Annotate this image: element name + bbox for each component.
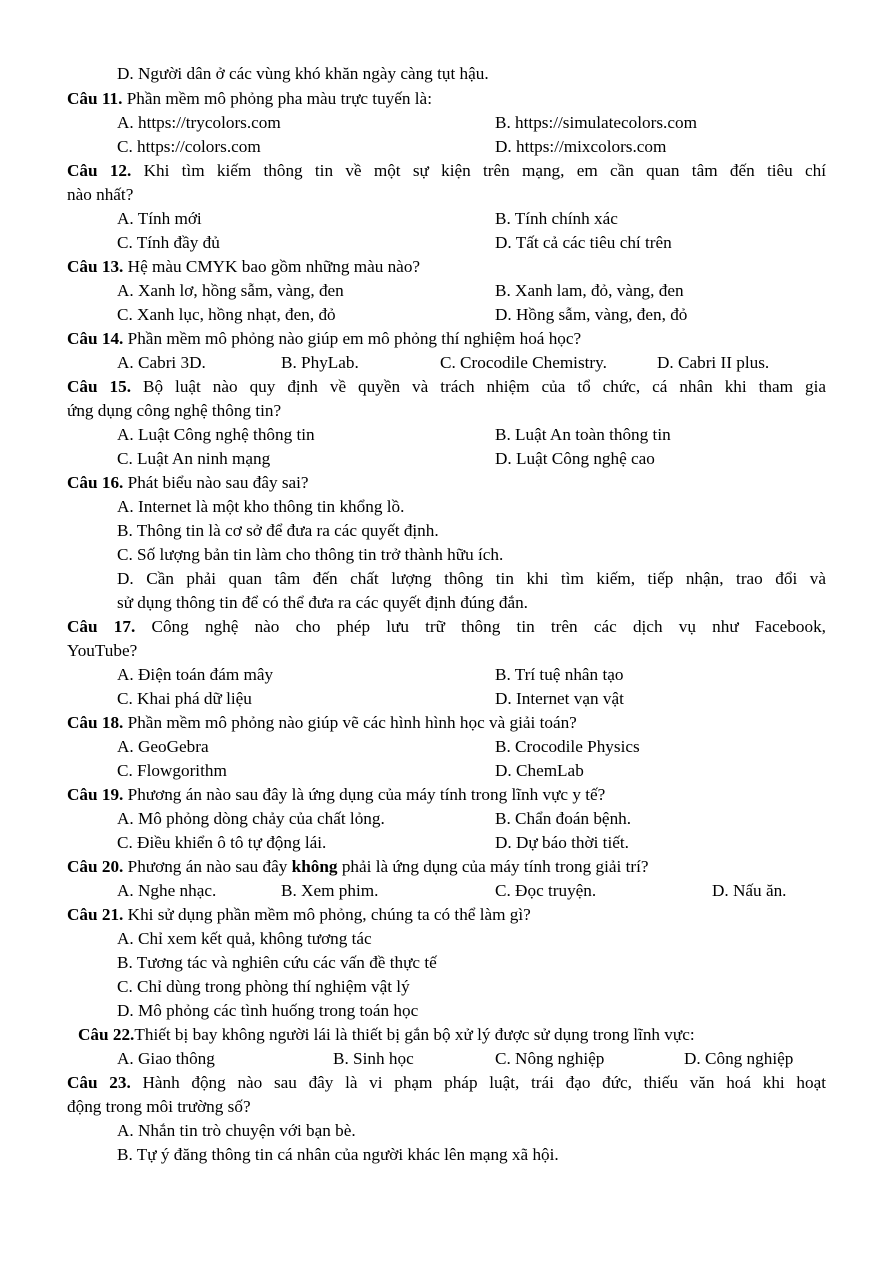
option-a: A. Xanh lơ, hồng sẫm, vàng, đen [117,281,344,300]
question-15-cont: ứng dụng công nghệ thông tin? [67,401,282,420]
option-c: C. Nông nghiệp [495,1049,605,1068]
question-text: Hành động nào sau đây là vi phạm pháp luật, trái đạo đức, thiếu văn hoá khi hoạt [130,1073,826,1092]
option-b: B. Trí tuệ nhân tạo [495,665,624,684]
question-text: Phần mềm mô phỏng nào giúp vẽ các hình hình học và giải toán? [123,713,577,732]
question-13 [67,257,420,279]
question-number: Câu 13. [67,257,124,276]
option-b: B. Tính chính xác [495,209,618,228]
option-b: B. Sinh học [333,1049,414,1068]
option-c: C. Chỉ dùng trong phòng thí nghiệm vật lý [117,977,410,996]
option-d: D. https://mixcolors.com [495,137,667,156]
question-number: Câu 17. [67,617,136,636]
option-d: D. Hồng sẫm, vàng, đen, đỏ [495,305,688,324]
option-b: B. Luật An toàn thông tin [495,425,671,444]
option-b: B. Tự ý đăng thông tin cá nhân của người khác lên mạng xã hội. [117,1145,559,1164]
question-text: Khi tìm kiếm thông tin về một sự kiện trên mạng, em cần quan tâm đến tiêu chí [131,161,826,180]
option-c: C. Flowgorithm [117,761,227,780]
option-a: A. https://trycolors.com [117,113,281,132]
option-d: D. Dự báo thời tiết. [495,833,629,852]
option-c: C. Khai phá dữ liệu [117,689,252,708]
option-d: D. Cần phải quan tâm đến chất lượng thông tin khi tìm kiếm, tiếp nhận, trao đổi và [117,569,826,588]
option-c: C. Điều khiển ô tô tự động lái. [117,833,327,852]
question-number: Câu 20. [67,857,124,876]
option-d: D. Internet vạn vật [495,689,624,708]
option-a: A. Internet là một kho thông tin khổng lồ. [117,497,405,516]
question-text-pre: Phương án nào sau đây [123,857,292,876]
option-d: D. Luật Công nghệ cao [495,449,655,468]
option-b: B. Chẩn đoán bệnh. [495,809,632,828]
option-a: A. Giao thông [117,1049,215,1068]
question-text: Phần mềm mô phỏng nào giúp em mô phỏng thí nghiệm hoá học? [123,329,582,348]
question-20 [67,857,649,879]
option-d: D. Công nghiệp [684,1049,794,1068]
question-number: Câu 19. [67,785,124,804]
option-d-cont: sử dụng thông tin để có thể đưa ra các quyết định đúng đắn. [117,593,528,612]
question-17-cont: YouTube? [67,641,138,660]
question-16 [67,473,309,495]
option-d: D. Cabri II plus. [657,353,770,372]
question-number: Câu 18. [67,713,124,732]
question-number: Câu 16. [67,473,124,492]
question-18 [67,713,577,735]
question-text: Hệ màu CMYK bao gồm những màu nào? [123,257,421,276]
option-b: B. Xanh lam, đỏ, vàng, đen [495,281,684,300]
question-text: Phương án nào sau đây là ứng dụng của máy tính trong lĩnh vực y tế? [123,785,606,804]
question-keyword: không [291,857,338,876]
option-a: A. Điện toán đám mây [117,665,274,684]
option-c: C. Tính đầy đủ [117,233,220,252]
question-number: Câu 22. [78,1025,135,1044]
question-number: Câu 15. [67,377,132,396]
option-a: A. Nhắn tin trò chuyện với bạn bè. [117,1121,356,1140]
option-a: A. Cabri 3D. [117,353,206,372]
option-b: B. Tương tác và nghiên cứu các vấn đề thực tế [117,953,437,972]
option-a: A. GeoGebra [117,737,209,756]
option-a: A. Nghe nhạc. [117,881,217,900]
question-text: Công nghệ nào cho phép lưu trữ thông tin trên các dịch vụ như Facebook, [135,617,826,636]
option-b: B. PhyLab. [281,353,359,372]
question-17 [67,617,826,639]
question-text-post: phải là ứng dụng của máy tính trong giải trí? [337,857,649,876]
option-c: C. Đọc truyện. [495,881,597,900]
question-11 [67,89,432,111]
question-19 [67,785,605,807]
option-a: A. Mô phỏng dòng chảy của chất lỏng. [117,809,385,828]
option-d: D. Tất cả các tiêu chí trên [495,233,672,252]
option-b: B. Crocodile Physics [495,737,640,756]
option-a: A. Tính mới [117,209,202,228]
question-22 [78,1025,695,1047]
option-c: C. https://colors.com [117,137,261,156]
question-number: Câu 11. [67,89,123,108]
prev-option-d: D. Người dân ở các vùng khó khăn ngày càng tụt hậu. [117,64,489,83]
question-number: Câu 23. [67,1073,131,1092]
option-c: C. Số lượng bản tin làm cho thông tin trở thành hữu ích. [117,545,504,564]
question-21 [67,905,531,927]
option-d: D. ChemLab [495,761,584,780]
option-a: A. Chỉ xem kết quả, không tương tác [117,929,372,948]
question-text: Bộ luật nào quy định về quyền và trách nhiệm của tổ chức, cá nhân khi tham gia [131,377,826,396]
question-number: Câu 14. [67,329,124,348]
question-12-cont: nào nhất? [67,185,134,204]
option-b: B. https://simulatecolors.com [495,113,697,132]
question-number: Câu 12. [67,161,132,180]
question-text: Phát biểu nào sau đây sai? [123,473,309,492]
question-text: Khi sử dụng phần mềm mô phỏng, chúng ta có thể làm gì? [123,905,531,924]
option-a: A. Luật Công nghệ thông tin [117,425,315,444]
option-b: B. Xem phim. [281,881,379,900]
question-14 [67,329,581,351]
option-d: D. Mô phỏng các tình huống trong toán học [117,1001,419,1020]
question-12 [67,161,826,183]
option-c: C. Xanh lục, hồng nhạt, đen, đỏ [117,305,336,324]
question-text: Thiết bị bay không người lái là thiết bị gắn bộ xử lý được sử dụng trong lĩnh vực: [134,1025,695,1044]
question-23-cont: động trong môi trường số? [67,1097,251,1116]
option-c: C. Crocodile Chemistry. [440,353,607,372]
question-23 [67,1073,826,1095]
option-d: D. Nấu ăn. [712,881,787,900]
option-b: B. Thông tin là cơ sở để đưa ra các quyết định. [117,521,439,540]
question-text: Phần mềm mô phỏng pha màu trực tuyến là: [122,89,432,108]
question-number: Câu 21. [67,905,124,924]
question-15 [67,377,826,399]
option-c: C. Luật An ninh mạng [117,449,271,468]
